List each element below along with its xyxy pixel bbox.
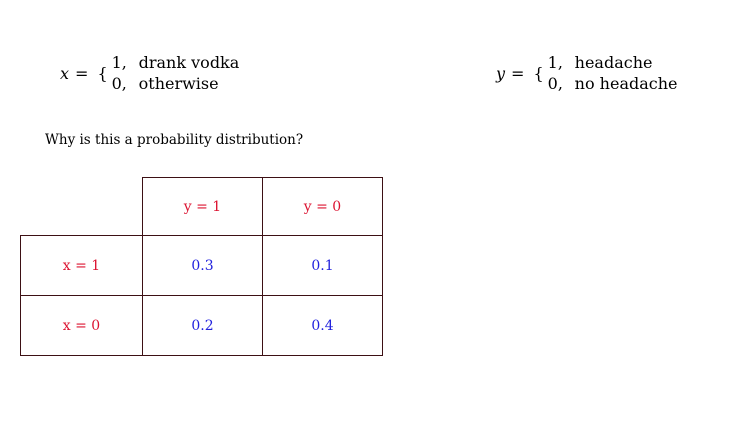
case-value: 0, [111, 74, 127, 93]
case-line [548, 73, 678, 94]
case-line [112, 52, 240, 73]
question-text: Why is this a probability distribution? [45, 132, 304, 148]
table-row [21, 236, 383, 296]
table-cell: 0.4 [263, 296, 383, 356]
case-label: headache [574, 53, 653, 72]
column-header-y1: y = 1 [143, 178, 263, 236]
empty-corner-cell [21, 178, 143, 236]
table-cell: 0.3 [143, 236, 263, 296]
variable-y: y [496, 63, 506, 83]
column-header-y0: y = 0 [263, 178, 383, 236]
left-brace: { [97, 63, 108, 83]
case-line [548, 52, 678, 73]
case-label: otherwise [138, 74, 219, 93]
table-cell: 0.2 [143, 296, 263, 356]
left-brace: { [533, 63, 544, 83]
equals-sign: = [75, 63, 89, 83]
definition-x [60, 52, 239, 94]
case-value: 1, [111, 53, 127, 72]
case-label: no headache [574, 74, 678, 93]
table-header-row [21, 178, 383, 236]
case-line [112, 73, 240, 94]
cases-y [548, 52, 678, 94]
cases-x [112, 52, 240, 94]
variable-x: x [60, 63, 70, 83]
case-value: 0, [547, 74, 563, 93]
case-label: drank vodka [138, 53, 240, 72]
case-value: 1, [547, 53, 563, 72]
row-header-x0: x = 0 [21, 296, 143, 356]
probability-table [20, 177, 383, 356]
row-header-x1: x = 1 [21, 236, 143, 296]
table-row [21, 296, 383, 356]
definition-y [496, 52, 678, 94]
equals-sign: = [511, 63, 525, 83]
table-cell: 0.1 [263, 236, 383, 296]
